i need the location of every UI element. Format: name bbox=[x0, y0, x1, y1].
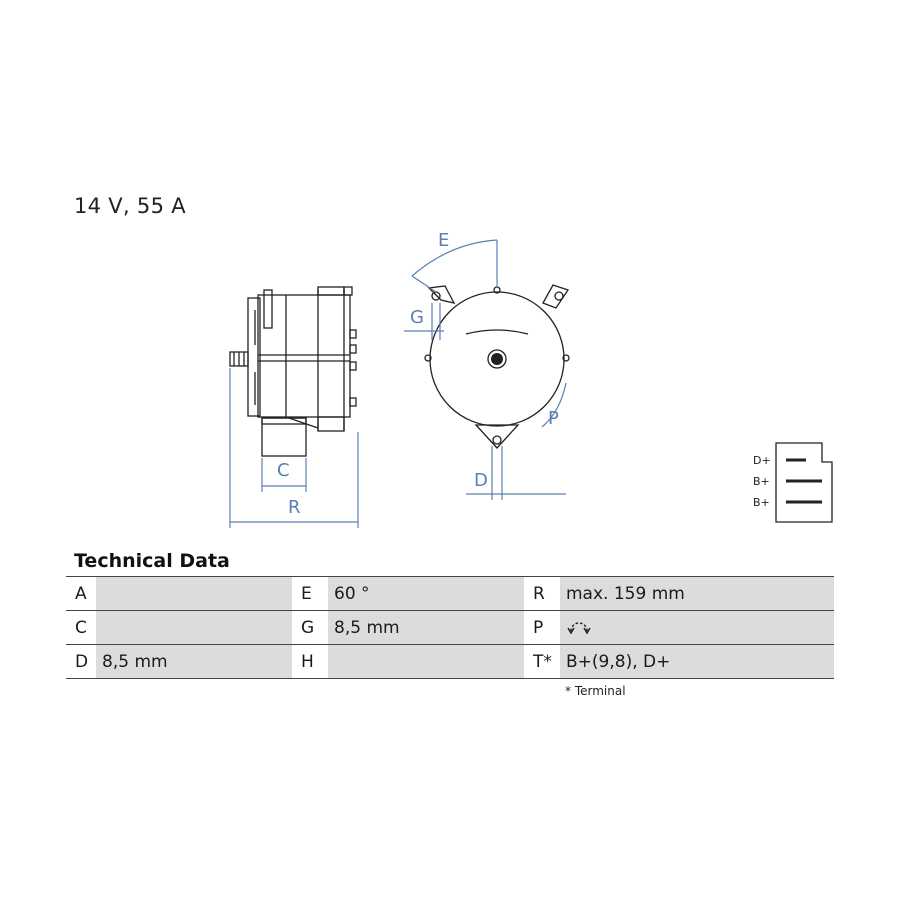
technical-data-title: Technical Data bbox=[74, 550, 230, 572]
front-dimensions bbox=[404, 240, 566, 500]
dim-arc-e bbox=[412, 240, 497, 276]
label-h: H bbox=[292, 645, 328, 679]
value-d: 8,5 mm bbox=[96, 645, 292, 679]
table-row bbox=[66, 577, 834, 611]
dim-label-d: D bbox=[474, 470, 488, 491]
dim-label-p: P bbox=[548, 408, 559, 429]
side-view bbox=[230, 287, 356, 456]
label-g: G bbox=[292, 611, 328, 645]
value-t: B+(9,8), D+ bbox=[560, 645, 834, 679]
value-p bbox=[560, 611, 834, 645]
dim-label-e: E bbox=[438, 230, 450, 251]
lug-hole-right bbox=[555, 292, 563, 300]
rating-title: 14 V, 55 A bbox=[74, 194, 186, 218]
table-row bbox=[66, 611, 834, 645]
inner-ring-top bbox=[466, 330, 528, 334]
lug-hole-left bbox=[432, 292, 440, 300]
dim-label-c: C bbox=[277, 460, 290, 481]
connector-pins bbox=[786, 460, 822, 502]
connector-label-1: D+ bbox=[753, 454, 771, 467]
terminal-footnote: * Terminal bbox=[565, 684, 626, 698]
front-shaft bbox=[491, 353, 503, 365]
rotation-both-directions-icon bbox=[566, 617, 592, 639]
lug-hole-bottom bbox=[493, 436, 501, 444]
label-a: A bbox=[66, 577, 96, 611]
value-h bbox=[328, 645, 524, 679]
value-a bbox=[96, 577, 292, 611]
table-row bbox=[66, 645, 834, 679]
connector-label-2: B+ bbox=[753, 475, 770, 488]
value-c bbox=[96, 611, 292, 645]
label-p: P bbox=[524, 611, 560, 645]
value-r: max. 159 mm bbox=[560, 577, 834, 611]
dim-label-g: G bbox=[410, 307, 424, 328]
dim-label-r: R bbox=[288, 497, 301, 518]
label-r: R bbox=[524, 577, 560, 611]
value-e: 60 ° bbox=[328, 577, 524, 611]
label-t: T* bbox=[524, 645, 560, 679]
label-e: E bbox=[292, 577, 328, 611]
value-g: 8,5 mm bbox=[328, 611, 524, 645]
connector-label-3: B+ bbox=[753, 496, 770, 509]
label-c: C bbox=[66, 611, 96, 645]
label-d: D bbox=[66, 645, 96, 679]
side-top-bracket bbox=[264, 290, 272, 328]
technical-data-table bbox=[66, 576, 834, 679]
